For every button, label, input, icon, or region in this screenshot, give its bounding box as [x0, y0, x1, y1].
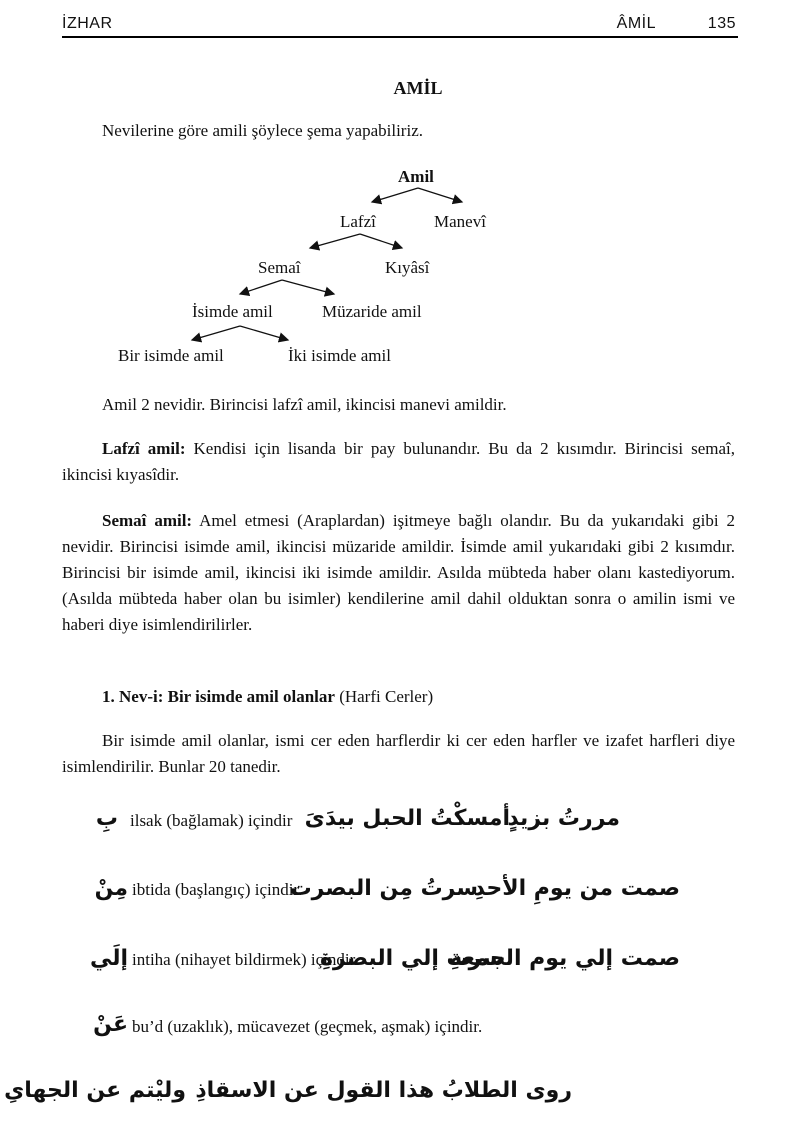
arabic-example: أمسكْتُ الحبل بيدَىَ [304, 806, 510, 831]
arabic-example: روى الطلابُ هذا القول عن الاسقاذِ [195, 1078, 572, 1103]
tree-node-kiyasi: Kıyâsî [385, 258, 430, 277]
paragraph-amil-types: Amil 2 nevidir. Birincisi lafzî amil, ikincisi manevi amildir. [102, 395, 507, 414]
term-lafzi-amil: Lafzî amil: [102, 439, 186, 458]
section-heading-normal: (Harfi Cerler) [334, 687, 434, 706]
tree-arrow [282, 280, 334, 294]
arabic-example: مررتُ بزيدٍ [507, 806, 620, 831]
tree-node-manevi: Manevî [434, 212, 486, 231]
arabic-letter-ila: إلَي [89, 946, 128, 971]
tree-node-semai: Semaî [258, 258, 301, 277]
paragraph-lafzi-amil [62, 436, 735, 488]
amil-tree-diagram [0, 0, 800, 380]
definition-semai-amil: Amel etmesi (Araplardan) işitmeye bağlı olandır. Bu da yukarıdaki gibi 2 nevidir. Birincisi isimde amil, ikincisi müzaride amildir. İsimde amil yukarıdaki gibi 2 kısımdır. Birincisi bir isimde amil, ikincisi iki isimde amildir. Asılda mübteda haber olanı kastediyorum. (Asılda mübteda haber olan bu isimler) kendilerine amil dahil olduktan sonra o amilin ismi ve haberi diye isimlendirilirler. [62, 511, 735, 634]
arabic-letter-min: مِنْ [94, 876, 128, 901]
tree-node-lafzi: Lafzî [340, 212, 376, 231]
tree-node-amil: Amil [398, 167, 434, 186]
tree-node-muzaride-amil: Müzaride amil [322, 302, 422, 321]
paragraph-semai-amil [62, 508, 735, 638]
arabic-example: سرت إلي البصرةِ [320, 946, 504, 971]
item-description: intiha (nihayet bildirmek) içindir. [132, 950, 359, 969]
tree-node-iki-isimde-amil: İki isimde amil [288, 346, 391, 365]
arabic-example: صمت من يومِ الأحدِ [473, 876, 680, 901]
tree-arrow [240, 280, 282, 294]
tree-node-isimde-amil: İsimde amil [192, 302, 273, 321]
term-semai-amil: Semaî amil: [102, 511, 193, 530]
tree-arrow [192, 326, 240, 340]
arabic-letter-ba: بِ [95, 806, 118, 831]
arabic-letter-an: عَنْ [93, 1012, 128, 1037]
page-number: 135 [707, 15, 736, 32]
item-description: bu’d (uzaklık), mücavezet (geçmek, aşmak) içindir. [132, 1017, 483, 1036]
item-description: ilsak (bağlamak) içindir [130, 811, 293, 830]
tree-arrow [372, 188, 418, 202]
tree-arrow [310, 234, 360, 248]
tree-node-bir-isimde-amil: Bir isimde amil [118, 346, 224, 365]
arabic-example: صمت إلي يوم الجمعةِ [449, 946, 680, 971]
tree-arrow [360, 234, 402, 248]
paragraph-harfi-cer: Bir isimde amil olanlar, ismi cer eden harflerdir ki cer eden harfler ve izafet harfleri diye isimlendirilir. Bunlar 20 tanedir. [62, 731, 735, 776]
tree-arrow [240, 326, 288, 340]
header-section-title: ÂMİL [616, 15, 656, 32]
section-heading [62, 684, 735, 710]
definition-lafzi-amil: Kendisi için lisanda bir pay bulunandır. Bu da 2 kısımdır. Birincisi semaî, ikincisi kıyasîdir. [62, 439, 735, 484]
section-heading-bold: 1. Nev-i: Bir isimde amil olanlar [102, 687, 335, 706]
item-description: ibtida (başlangıç) içindir. [132, 880, 303, 899]
header-book-title: İZHAR [62, 15, 113, 32]
arabic-example: سرتُ مِن البصرت [289, 876, 478, 901]
tree-arrow [418, 188, 462, 202]
page-title: AMİL [393, 78, 443, 98]
intro-paragraph: Nevilerine göre amili şöylece şema yapabiliriz. [102, 121, 423, 140]
arabic-example: وليْتم عن الجهاىِ [4, 1078, 186, 1103]
